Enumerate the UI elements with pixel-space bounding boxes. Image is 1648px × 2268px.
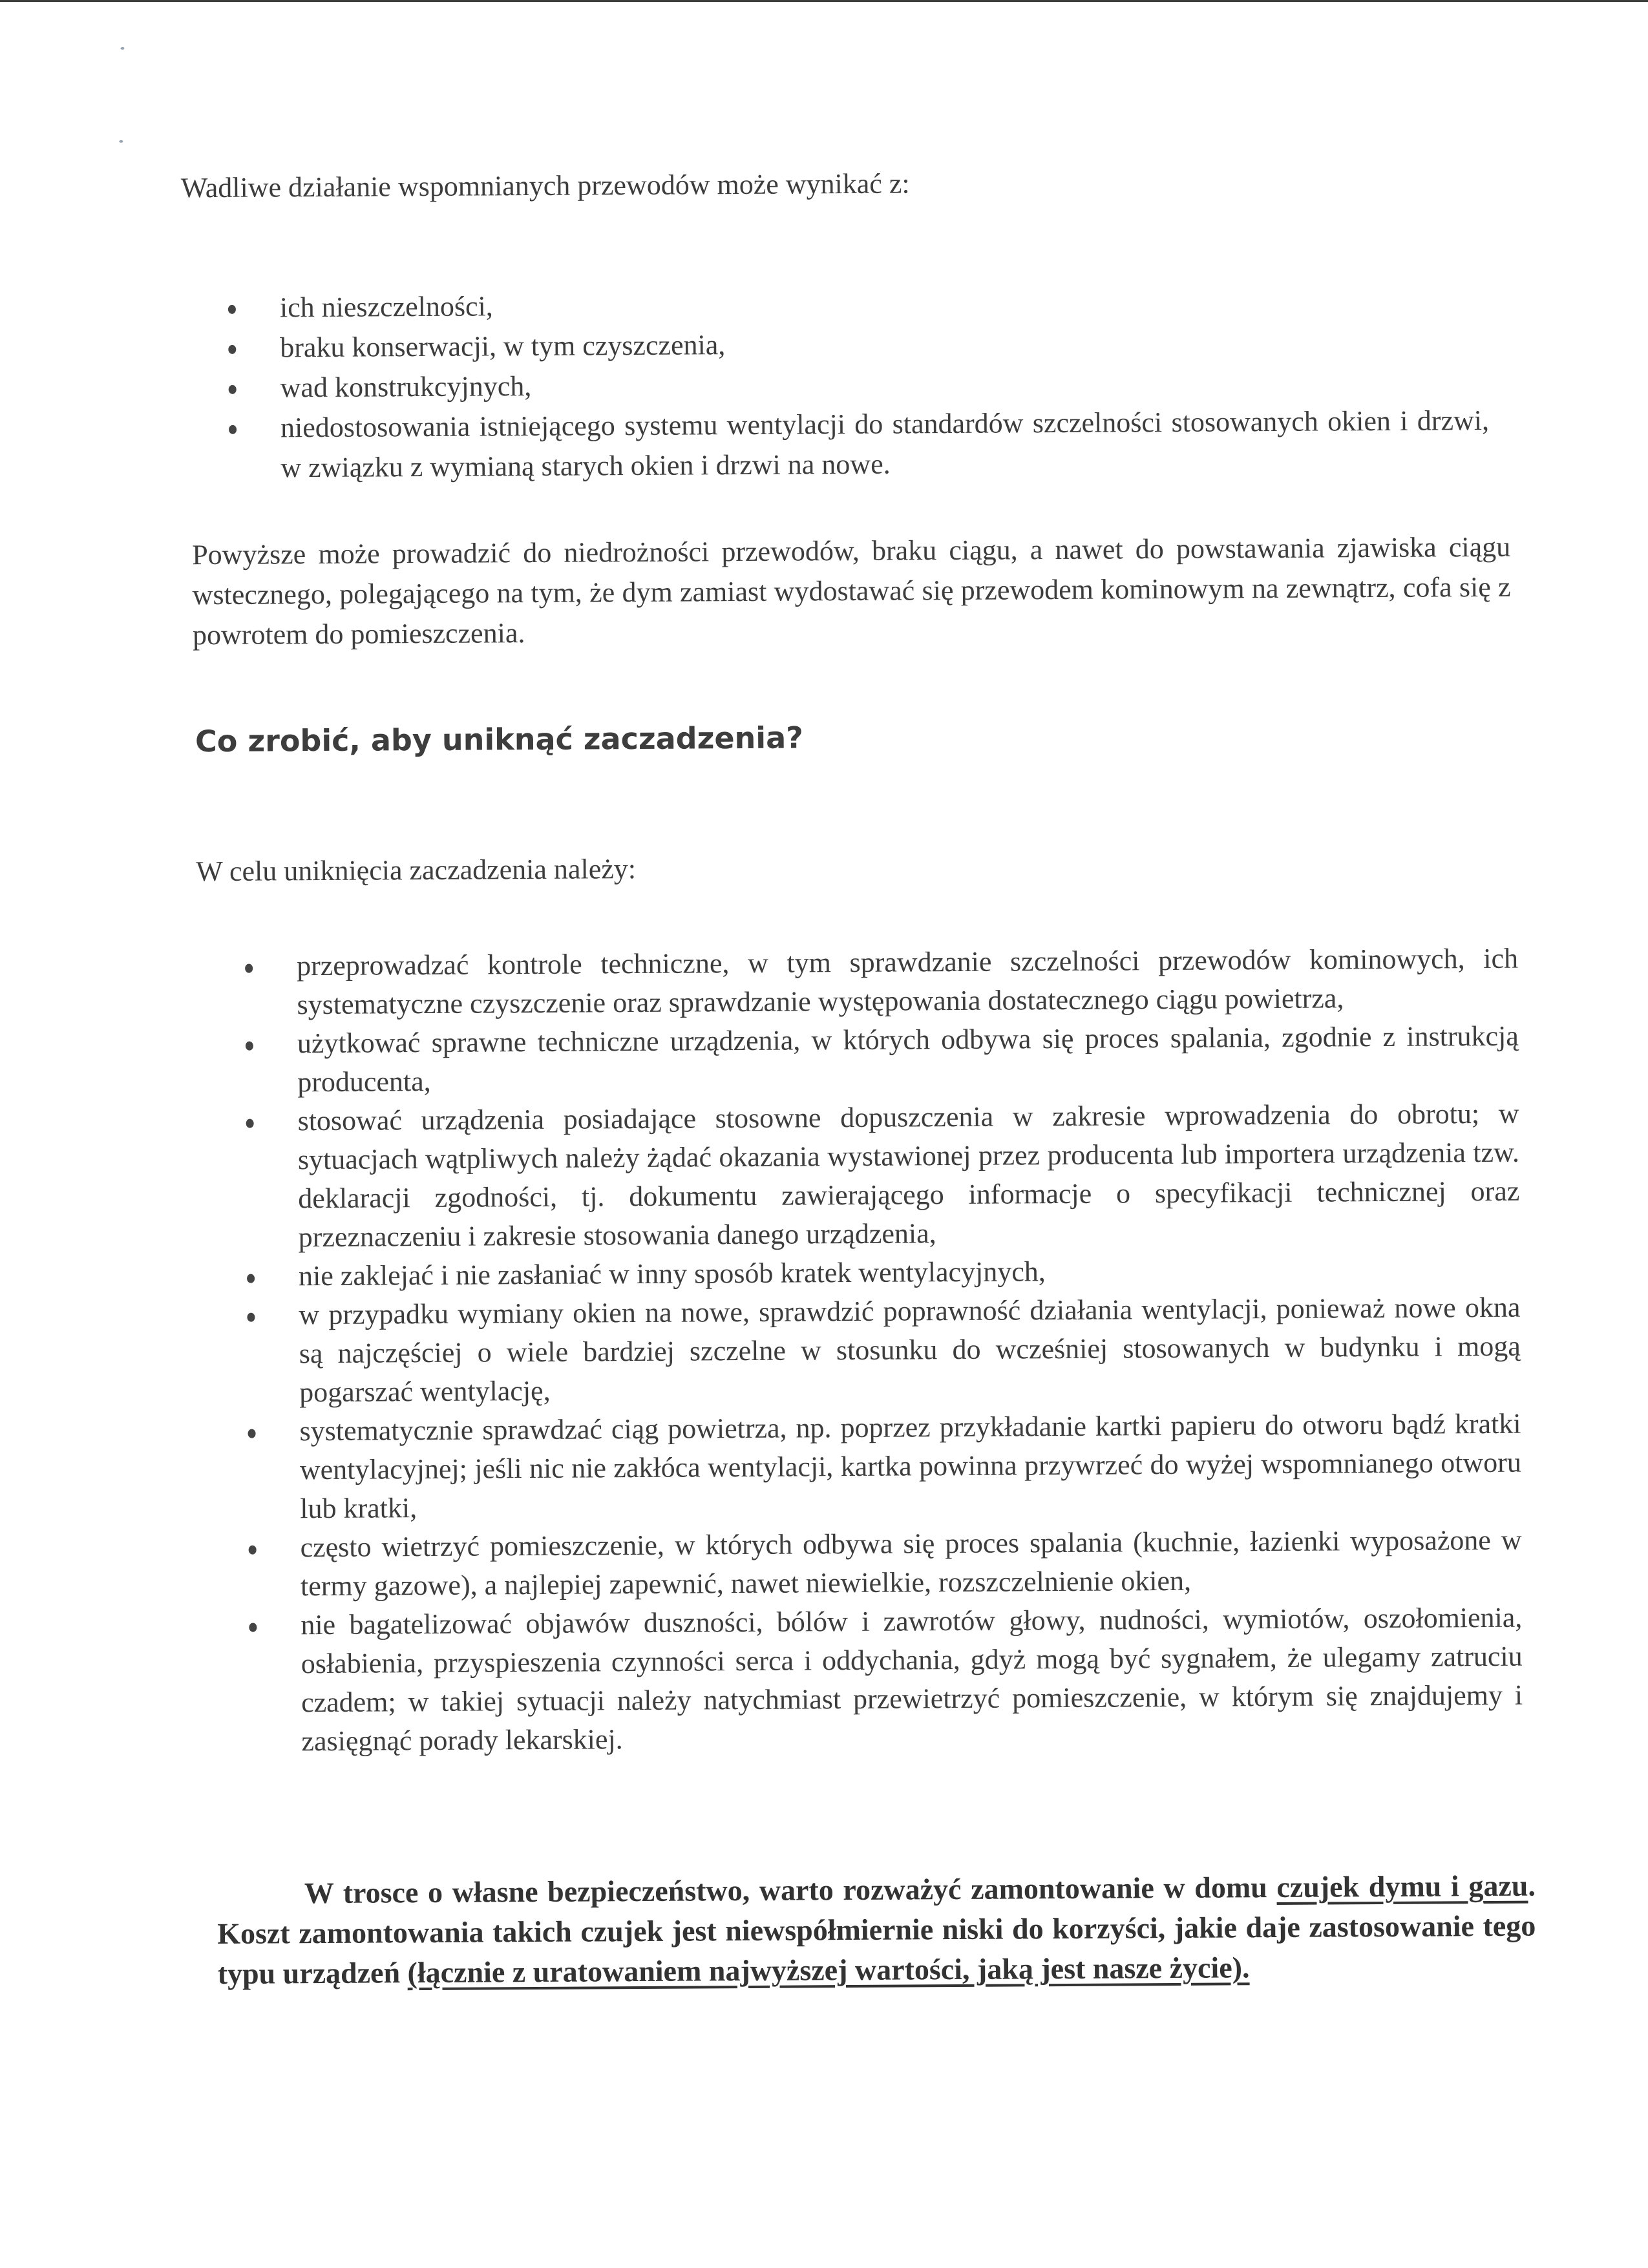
bullet-icon [246, 1042, 253, 1051]
list-item [222, 401, 1490, 488]
bullet-icon [247, 1313, 255, 1322]
scan-speck [120, 47, 124, 50]
list-item-text: stosować urządzenia posiadające stosowne dopuszczenia w zakresie wprowadzenia do obrotu; w sytuacjach wątpliwych należy żądać okazania wystawionej przez producenta lub importera urządzenia tzw. deklaracji zgodności, tj. dokumentu zawierającego informacje o specyfikacji technicznej oraz przeznaczeniu i zakresie stosowania danego urządzenia, [297, 1097, 1520, 1254]
list-item-text: braku konserwacji, w tym czyszczenia, [280, 329, 726, 364]
causes-list [222, 280, 1490, 488]
list-item [241, 1405, 1521, 1529]
bullet-icon [228, 345, 236, 354]
underlined-text: czujek dymu i gazu [1276, 1869, 1528, 1904]
list-item [242, 1521, 1522, 1606]
list-item [240, 1288, 1521, 1412]
list-item-text: ich nieszczelności, [279, 290, 493, 324]
underlined-text: (łącznie z uratowaniem najwyższej wartości, jaką jest nasze życie). [407, 1951, 1250, 1990]
list-item [242, 1599, 1523, 1761]
bullet-icon [245, 964, 253, 973]
prevention-intro: W celu uniknięcia zaczadzenia należy: [196, 853, 637, 888]
list-item-text: niedostosowania istniejącego systemu wentylacji do standardów szczelności stosowanych okien i drzwi, w związku z wymianą starych okien i drzwi na nowe. [280, 404, 1490, 484]
closing-text: . Koszt zamontowania takich czujek jest niewspółmiernie niski do korzyści, jakie daje zastosowanie tego typu urządzeń [217, 1869, 1536, 1990]
scan-speck [119, 140, 123, 143]
section-heading: Co zrobić, aby uniknąć zaczadzenia? [195, 720, 803, 759]
list-item-text: przeprowadzać kontrole techniczne, w tym sprawdzanie szczelności przewodów kominowych, ich systematyczne czyszczenie oraz sprawdzanie występowania dostatecznego ciągu powietrza, [296, 942, 1519, 1021]
list-item-text: systematycznie sprawdzać ciąg powietrza, np. poprzez przykładanie kartki papieru do otworu bądź kratki wentylacyjnej; jeśli nic nie zakłóca wentylacji, kartka powinna przywrzeć do wyżej wspomnianego otworu lub kratki, [299, 1407, 1522, 1525]
prevention-list [238, 940, 1523, 1761]
bullet-icon [229, 385, 237, 394]
intro-text: Wadliwe działanie wspomnianych przewodów może wynikać z: [180, 167, 910, 204]
list-item [239, 1017, 1519, 1102]
list-item [239, 1095, 1519, 1257]
bullet-icon [249, 1623, 257, 1632]
bullet-icon [228, 305, 236, 314]
bullet-icon [229, 425, 237, 434]
list-item-text: często wietrzyć pomieszczenie, w których odbywa się proces spalania (kuchnie, łazienki wyposażone w termy gazowe), a najlepiej zapewnić, nawet niewielkie, rozszczelnienie okien, [300, 1524, 1522, 1602]
list-item-text: nie zaklejać i nie zasłaniać w inny sposób kratek wentylacyjnych, [298, 1255, 1046, 1292]
list-item-text: w przypadku wymiany okien na nowe, sprawdzić poprawność działania wentylacji, ponieważ nowe okna są najczęściej o wiele bardziej szczelne w stosunku do wcześniej stosowanych w budynku i mogą pogarszać wentylację, [299, 1291, 1521, 1409]
list-item-text: użytkować sprawne techniczne urządzenia, w których odbywa się proces spalania, zgodnie z instrukcją producenta, [297, 1020, 1519, 1098]
closing-paragraph [217, 1866, 1536, 1994]
consequence-paragraph: Powyższe może prowadzić do niedrożności przewodów, braku ciągu, a nawet do powstawania zjawiska ciągu wstecznego, polegającego na tym, że dym zamiast wydostawać się przewodem kominowym na zewnątrz, cofa się z powrotem do pomieszczenia. [192, 530, 1511, 651]
list-item-text: nie bagatelizować objawów duszności, bólów i zawrotów głowy, nudności, wymiotów, oszołomienia, osłabienia, przyspieszenia czynności serca i oddychania, gdyż mogą być sygnałem, że ulegamy zatruciu czadem; w takiej sytuacji należy natychmiast przewietrzyć pomieszczenie, w którym się znajdujemy i zasięgnąć porady lekarskiej. [301, 1601, 1523, 1758]
list-item-text: wad konstrukcyjnych, [280, 370, 532, 404]
bullet-icon [246, 1119, 254, 1128]
bullet-icon [248, 1429, 256, 1438]
bullet-icon [249, 1546, 257, 1555]
list-item [238, 940, 1519, 1025]
closing-text: W trosce o własne bezpieczeństwo, warto rozważyć zamontowanie w domu [304, 1870, 1277, 1910]
bullet-icon [247, 1274, 255, 1283]
indent [217, 1903, 304, 1904]
